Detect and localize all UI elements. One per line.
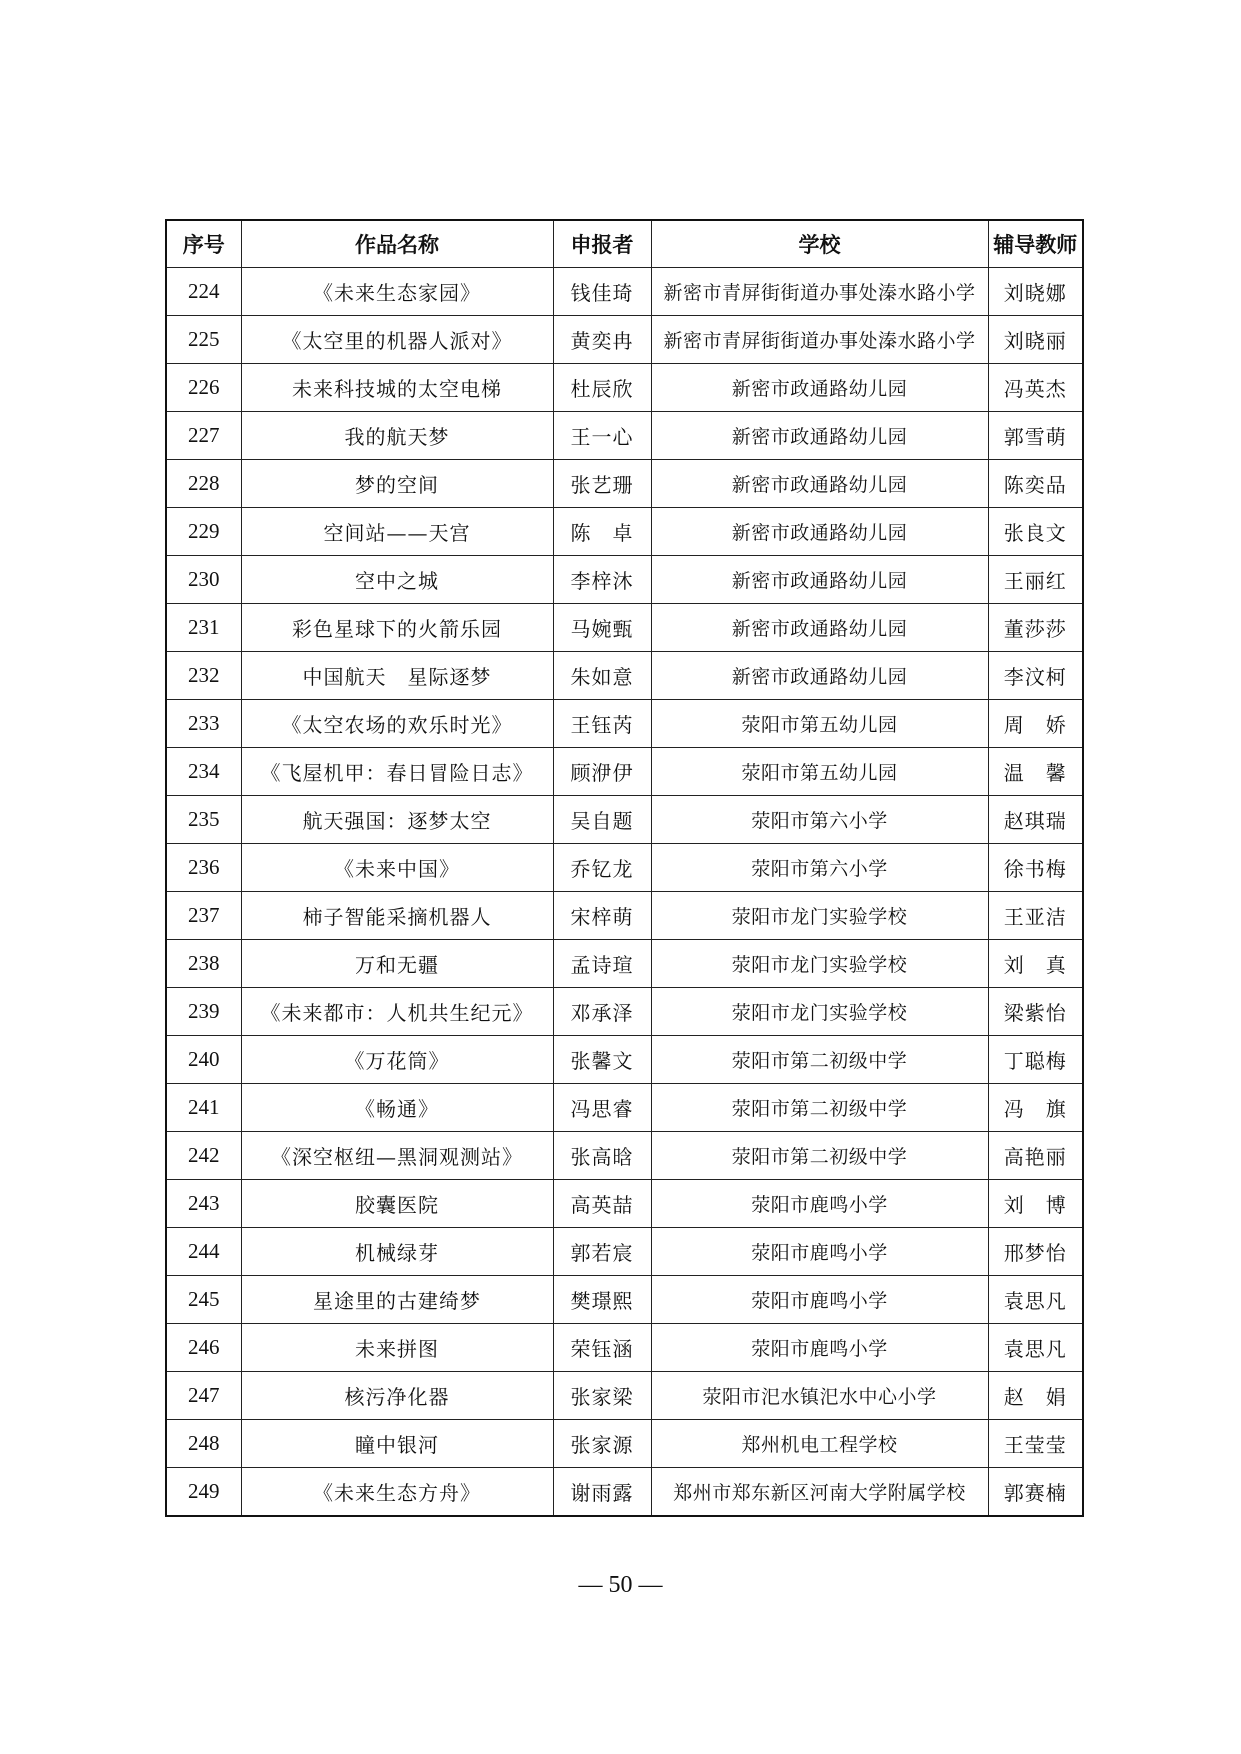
cell-applicant: 邓承泽: [553, 988, 651, 1036]
cell-no: 224: [166, 268, 241, 316]
cell-no: 227: [166, 412, 241, 460]
table-row: [166, 1036, 1083, 1084]
table-row: [166, 460, 1083, 508]
header-teacher: 辅导教师: [988, 220, 1083, 268]
cell-teacher: 冯 旗: [988, 1084, 1083, 1132]
cell-school: 荥阳市第六小学: [651, 796, 988, 844]
header-school: 学校: [651, 220, 988, 268]
cell-school: 新密市政通路幼儿园: [651, 652, 988, 700]
table-row: [166, 892, 1083, 940]
table-row: [166, 940, 1083, 988]
cell-teacher: 王亚洁: [988, 892, 1083, 940]
header-title: 作品名称: [241, 220, 553, 268]
table-row: [166, 1372, 1083, 1420]
cell-teacher: 梁紫怡: [988, 988, 1083, 1036]
cell-applicant: 陈 卓: [553, 508, 651, 556]
cell-teacher: 赵琪瑞: [988, 796, 1083, 844]
cell-no: 245: [166, 1276, 241, 1324]
cell-school: 荥阳市鹿鸣小学: [651, 1276, 988, 1324]
cell-school: 新密市青屏街街道办事处溱水路小学: [651, 316, 988, 364]
cell-school: 新密市政通路幼儿园: [651, 364, 988, 412]
cell-no: 235: [166, 796, 241, 844]
cell-school: 新密市政通路幼儿园: [651, 556, 988, 604]
cell-no: 234: [166, 748, 241, 796]
cell-no: 237: [166, 892, 241, 940]
cell-school: 新密市政通路幼儿园: [651, 604, 988, 652]
cell-title: 胶囊医院: [241, 1180, 553, 1228]
cell-no: 244: [166, 1228, 241, 1276]
cell-applicant: 杜辰欣: [553, 364, 651, 412]
table-row: [166, 748, 1083, 796]
cell-school: 荥阳市龙门实验学校: [651, 940, 988, 988]
cell-no: 236: [166, 844, 241, 892]
cell-school: 荥阳市第二初级中学: [651, 1132, 988, 1180]
cell-no: 230: [166, 556, 241, 604]
table-row: [166, 988, 1083, 1036]
cell-applicant: 王一心: [553, 412, 651, 460]
table-row: [166, 796, 1083, 844]
cell-no: 246: [166, 1324, 241, 1372]
cell-applicant: 郭若宸: [553, 1228, 651, 1276]
cell-teacher: 徐书梅: [988, 844, 1083, 892]
cell-applicant: 张家梁: [553, 1372, 651, 1420]
cell-school: 新密市政通路幼儿园: [651, 460, 988, 508]
table-row: [166, 1132, 1083, 1180]
table-header: [166, 220, 1083, 268]
table-row: [166, 1420, 1083, 1468]
header-row: [166, 220, 1083, 268]
cell-title: 梦的空间: [241, 460, 553, 508]
cell-teacher: 冯英杰: [988, 364, 1083, 412]
cell-applicant: 冯思睿: [553, 1084, 651, 1132]
cell-title: 彩色星球下的火箭乐园: [241, 604, 553, 652]
cell-school: 新密市青屏街街道办事处溱水路小学: [651, 268, 988, 316]
cell-title: 空中之城: [241, 556, 553, 604]
cell-school: 新密市政通路幼儿园: [651, 508, 988, 556]
cell-title: 《太空农场的欢乐时光》: [241, 700, 553, 748]
cell-teacher: 袁思凡: [988, 1276, 1083, 1324]
cell-title: 我的航天梦: [241, 412, 553, 460]
cell-applicant: 李梓沐: [553, 556, 651, 604]
cell-no: 241: [166, 1084, 241, 1132]
table-row: [166, 604, 1083, 652]
cell-no: 229: [166, 508, 241, 556]
cell-teacher: 郭雪萌: [988, 412, 1083, 460]
cell-title: 《未来中国》: [241, 844, 553, 892]
cell-title: 星途里的古建绮梦: [241, 1276, 553, 1324]
table-row: [166, 268, 1083, 316]
cell-teacher: 刘 真: [988, 940, 1083, 988]
cell-applicant: 马婉甄: [553, 604, 651, 652]
cell-applicant: 乔钇龙: [553, 844, 651, 892]
table-row: [166, 700, 1083, 748]
cell-school: 荥阳市龙门实验学校: [651, 892, 988, 940]
cell-school: 郑州市郑东新区河南大学附属学校: [651, 1468, 988, 1517]
page-number: — 50 —: [578, 1572, 663, 1598]
cell-applicant: 荣钰涵: [553, 1324, 651, 1372]
cell-applicant: 钱佳琦: [553, 268, 651, 316]
cell-title: 空间站——天宫: [241, 508, 553, 556]
cell-title: 航天强国：逐梦太空: [241, 796, 553, 844]
cell-applicant: 黄奕冉: [553, 316, 651, 364]
table-row: [166, 1228, 1083, 1276]
cell-teacher: 赵 娟: [988, 1372, 1083, 1420]
cell-teacher: 刘 博: [988, 1180, 1083, 1228]
table-row: [166, 1468, 1083, 1517]
cell-title: 瞳中银河: [241, 1420, 553, 1468]
cell-teacher: 王丽红: [988, 556, 1083, 604]
table-row: [166, 556, 1083, 604]
header-applicant: 申报者: [553, 220, 651, 268]
cell-no: 247: [166, 1372, 241, 1420]
award-list-table: [165, 219, 1084, 1517]
cell-teacher: 陈奕品: [988, 460, 1083, 508]
cell-title: 《未来生态方舟》: [241, 1468, 553, 1517]
cell-no: 248: [166, 1420, 241, 1468]
cell-title: 万和无疆: [241, 940, 553, 988]
cell-school: 荥阳市第五幼儿园: [651, 700, 988, 748]
cell-title: 机械绿芽: [241, 1228, 553, 1276]
cell-applicant: 张高晗: [553, 1132, 651, 1180]
table-row: [166, 1324, 1083, 1372]
cell-teacher: 董莎莎: [988, 604, 1083, 652]
header-no: 序号: [166, 220, 241, 268]
table-row: [166, 316, 1083, 364]
cell-applicant: 吴自题: [553, 796, 651, 844]
table-row: [166, 844, 1083, 892]
cell-title: 《畅通》: [241, 1084, 553, 1132]
cell-applicant: 谢雨露: [553, 1468, 651, 1517]
cell-title: 核污净化器: [241, 1372, 553, 1420]
cell-no: 238: [166, 940, 241, 988]
table-row: [166, 1180, 1083, 1228]
cell-no: 225: [166, 316, 241, 364]
cell-title: 未来科技城的太空电梯: [241, 364, 553, 412]
cell-school: 荥阳市鹿鸣小学: [651, 1228, 988, 1276]
table-body: [166, 268, 1083, 1517]
cell-applicant: 孟诗瑄: [553, 940, 651, 988]
cell-applicant: 樊璟熙: [553, 1276, 651, 1324]
cell-school: 荥阳市鹿鸣小学: [651, 1324, 988, 1372]
cell-title: 《飞屋机甲：春日冒险日志》: [241, 748, 553, 796]
cell-school: 荥阳市鹿鸣小学: [651, 1180, 988, 1228]
cell-no: 226: [166, 364, 241, 412]
table-row: [166, 652, 1083, 700]
cell-no: 243: [166, 1180, 241, 1228]
cell-applicant: 王钰芮: [553, 700, 651, 748]
cell-title: 中国航天 星际逐梦: [241, 652, 553, 700]
cell-school: 荥阳市第五幼儿园: [651, 748, 988, 796]
cell-title: 《深空枢纽—黑洞观测站》: [241, 1132, 553, 1180]
cell-teacher: 高艳丽: [988, 1132, 1083, 1180]
cell-title: 《万花筒》: [241, 1036, 553, 1084]
table-row: [166, 1084, 1083, 1132]
cell-school: 荥阳市第二初级中学: [651, 1084, 988, 1132]
cell-title: 未来拼图: [241, 1324, 553, 1372]
cell-teacher: 周 娇: [988, 700, 1083, 748]
cell-title: 柿子智能采摘机器人: [241, 892, 553, 940]
cell-no: 249: [166, 1468, 241, 1517]
cell-no: 228: [166, 460, 241, 508]
cell-no: 232: [166, 652, 241, 700]
cell-school: 新密市政通路幼儿园: [651, 412, 988, 460]
cell-school: 荥阳市龙门实验学校: [651, 988, 988, 1036]
cell-applicant: 顾洢伊: [553, 748, 651, 796]
cell-applicant: 张馨文: [553, 1036, 651, 1084]
table-row: [166, 412, 1083, 460]
table-row: [166, 364, 1083, 412]
table-row: [166, 508, 1083, 556]
cell-school: 荥阳市汜水镇汜水中心小学: [651, 1372, 988, 1420]
cell-teacher: 刘晓丽: [988, 316, 1083, 364]
cell-teacher: 丁聪梅: [988, 1036, 1083, 1084]
cell-teacher: 邢梦怡: [988, 1228, 1083, 1276]
cell-applicant: 宋梓萌: [553, 892, 651, 940]
cell-teacher: 张良文: [988, 508, 1083, 556]
cell-title: 《未来生态家园》: [241, 268, 553, 316]
cell-teacher: 温 馨: [988, 748, 1083, 796]
cell-applicant: 张艺珊: [553, 460, 651, 508]
cell-applicant: 张家源: [553, 1420, 651, 1468]
cell-no: 233: [166, 700, 241, 748]
cell-applicant: 朱如意: [553, 652, 651, 700]
cell-school: 荥阳市第二初级中学: [651, 1036, 988, 1084]
cell-teacher: 李汶柯: [988, 652, 1083, 700]
cell-school: 荥阳市第六小学: [651, 844, 988, 892]
cell-teacher: 袁思凡: [988, 1324, 1083, 1372]
cell-teacher: 刘晓娜: [988, 268, 1083, 316]
cell-school: 郑州机电工程学校: [651, 1420, 988, 1468]
cell-no: 239: [166, 988, 241, 1036]
cell-teacher: 郭赛楠: [988, 1468, 1083, 1517]
cell-title: 《太空里的机器人派对》: [241, 316, 553, 364]
cell-no: 231: [166, 604, 241, 652]
cell-teacher: 王莹莹: [988, 1420, 1083, 1468]
cell-applicant: 高英喆: [553, 1180, 651, 1228]
cell-no: 240: [166, 1036, 241, 1084]
cell-no: 242: [166, 1132, 241, 1180]
cell-title: 《未来都市：人机共生纪元》: [241, 988, 553, 1036]
table-row: [166, 1276, 1083, 1324]
